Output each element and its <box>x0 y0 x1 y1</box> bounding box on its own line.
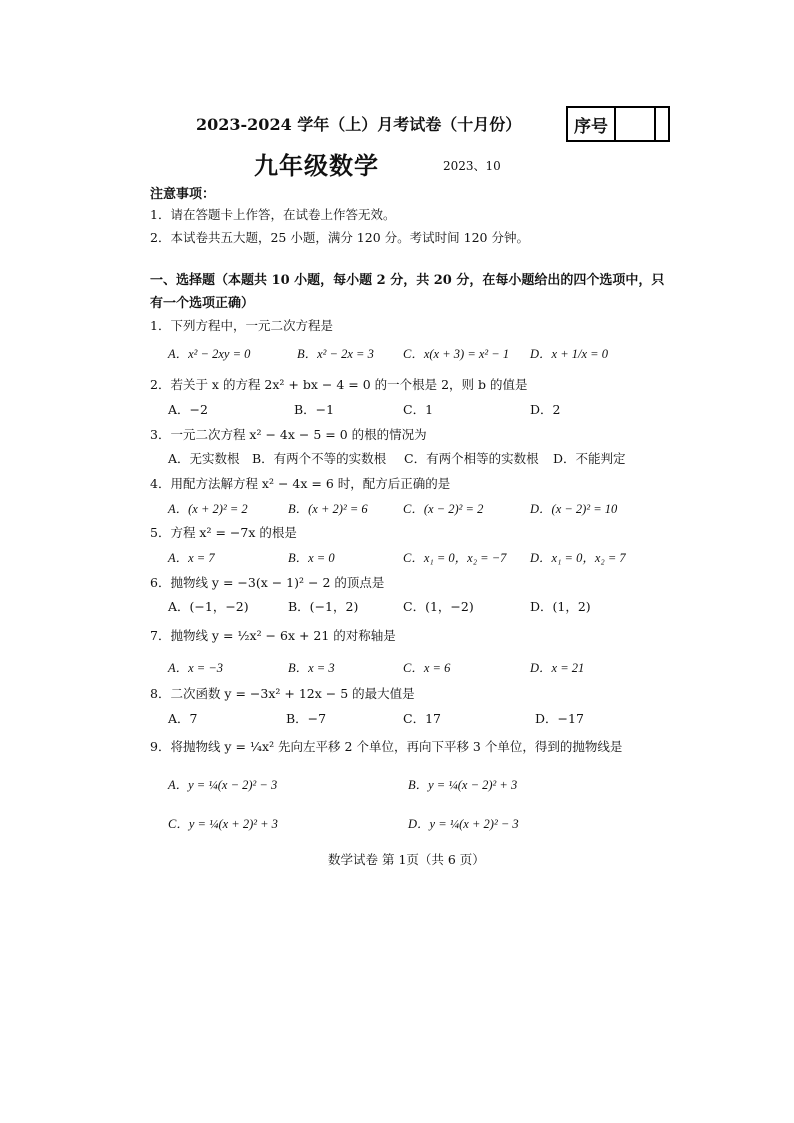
option-c: C．x(x + 3) = x² − 1 <box>403 347 510 361</box>
option-a: A．−2 <box>168 402 208 417</box>
option-d: D．x₁ = 0，x₂ = 7 <box>530 551 626 565</box>
option-c: C．y = ¼(x + 2)² + 3 <box>168 817 278 831</box>
section-heading: 一、选择题（本题共 10 小题，每小题 2 分，共 20 分，在每小题给出的四个选项中，只 <box>150 273 665 288</box>
notes-heading: 注意事项： <box>150 187 216 202</box>
question-2 <box>150 375 528 393</box>
question-number: 1． <box>150 318 171 333</box>
option-b: B．(x + 2)² = 6 <box>288 502 368 516</box>
question-8 <box>150 684 415 702</box>
option-a: A．x = 7 <box>168 551 215 565</box>
question-6 <box>150 573 384 591</box>
question-stem: 抛物线 y = ½x² − 6x + 21 的对称轴是 <box>170 628 396 643</box>
question-9 <box>150 737 622 755</box>
option-d: D．不能判定 <box>553 451 626 466</box>
question-stem: 将抛物线 y = ¼x² 先向左平移 2 个单位，再向下平移 3 个单位，得到的抛物线是 <box>170 739 623 754</box>
option-c: C．1 <box>403 402 434 417</box>
question-7 <box>150 626 396 644</box>
option-b: B．x = 3 <box>288 661 335 675</box>
question-number: 5． <box>150 525 171 540</box>
option-a: A．(−1，−2) <box>168 599 249 614</box>
option-a: A．x = −3 <box>168 661 224 675</box>
subject-title: 九年级数学 <box>254 151 379 180</box>
question-number: 8． <box>150 686 171 701</box>
question-number: 3． <box>150 427 171 442</box>
option-d: D．y = ¼(x + 2)² − 3 <box>408 817 519 831</box>
option-b: B．−1 <box>294 402 335 417</box>
option-d: D．2 <box>530 402 561 417</box>
option-d: D．(1，2) <box>530 599 591 614</box>
serial-cell-2 <box>656 108 668 140</box>
option-d: D．−17 <box>535 711 584 726</box>
option-b: B．−7 <box>286 711 327 726</box>
option-c: C．(x − 2)² = 2 <box>403 502 484 516</box>
option-b: B．x = 0 <box>288 551 335 565</box>
serial-cell-1 <box>616 108 656 140</box>
option-b: B．x² − 2x = 3 <box>297 347 374 361</box>
question-number: 6． <box>150 575 171 590</box>
option-a: A．7 <box>168 711 198 726</box>
question-stem: 若关于 x 的方程 2x² + bx − 4 = 0 的一个根是 2，则 b 的值是 <box>170 377 528 392</box>
question-number: 4． <box>150 476 171 491</box>
option-c: C．x₁ = 0，x₂ = −7 <box>403 551 507 565</box>
option-c: C．17 <box>403 711 441 726</box>
serial-label: 序号 <box>568 108 616 140</box>
note-item: 2．本试卷共五大题，25 小题，满分 120 分。考试时间 120 分钟。 <box>150 230 529 245</box>
exam-date: 2023、10 <box>443 159 501 173</box>
serial-number-box <box>566 106 670 142</box>
question-3 <box>150 425 427 443</box>
question-number: 7． <box>150 628 171 643</box>
option-d: D．x = 21 <box>530 661 585 675</box>
question-stem: 抛物线 y = −3(x − 1)² − 2 的顶点是 <box>170 575 385 590</box>
question-5 <box>150 523 297 541</box>
option-a: A．x² − 2xy = 0 <box>168 347 251 361</box>
option-d: D．(x − 2)² = 10 <box>530 502 618 516</box>
option-c: C．(1，−2) <box>403 599 474 614</box>
option-a: A．y = ¼(x − 2)² − 3 <box>168 778 278 792</box>
question-stem: 一元二次方程 x² − 4x − 5 = 0 的根的情况为 <box>170 427 427 442</box>
question-stem: 下列方程中，一元二次方程是 <box>170 318 333 333</box>
exam-header-title: 2023-2024 学年（上）月考试卷（十月份） <box>196 115 522 134</box>
question-stem: 二次函数 y = −3x² + 12x − 5 的最大值是 <box>170 686 415 701</box>
section-heading-cont: 有一个选项正确） <box>150 296 255 311</box>
option-b: B．(−1，2) <box>288 599 359 614</box>
question-stem: 用配方法解方程 x² − 4x = 6 时，配方后正确的是 <box>170 476 451 491</box>
note-item: 1．请在答题卡上作答，在试卷上作答无效。 <box>150 207 396 222</box>
page-footer: 数学试卷 第 1页（共 6 页） <box>328 852 485 867</box>
question-4 <box>150 474 450 492</box>
option-d: D．x + 1/x = 0 <box>530 347 608 361</box>
question-1 <box>150 316 333 334</box>
option-c: C．有两个相等的实数根 <box>404 451 539 466</box>
option-a: A．(x + 2)² = 2 <box>168 502 248 516</box>
option-b: B．有两个不等的实数根 <box>252 451 387 466</box>
option-c: C．x = 6 <box>403 661 451 675</box>
option-b: B．y = ¼(x − 2)² + 3 <box>408 778 518 792</box>
question-stem: 方程 x² = −7x 的根是 <box>170 525 297 540</box>
option-a: A．无实数根 <box>168 451 240 466</box>
question-number: 2． <box>150 377 171 392</box>
question-number: 9． <box>150 739 171 754</box>
